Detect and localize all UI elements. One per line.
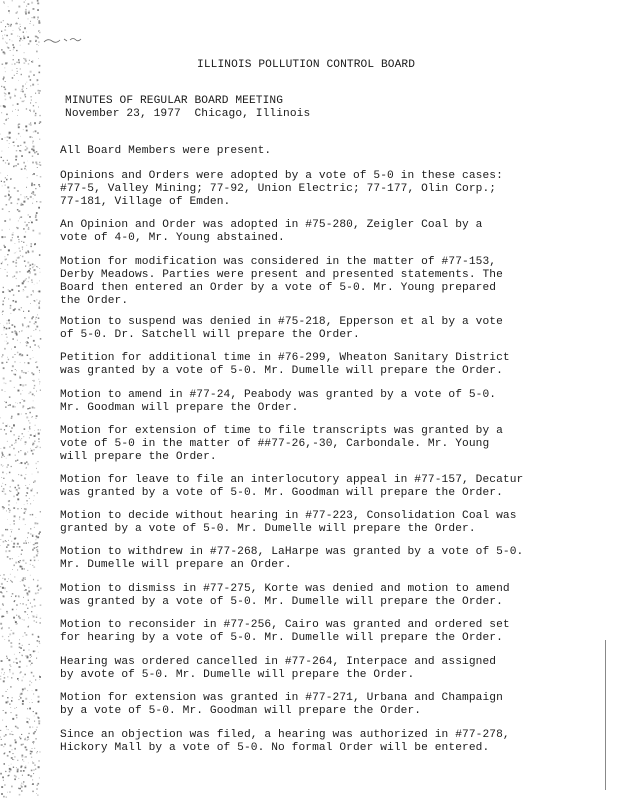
minutes-paragraph: Motion to reconsider in #77-256, Cairo was granted and ordered set for hearing by a vote of 5-0. Mr. Dumelle will prepare the Order. [60,619,510,644]
minutes-paragraph: Motion for extension was granted in #77-271, Urbana and Champaign by a vote of 5-0. Mr. Goodman will prepare the Order. [60,692,503,717]
minutes-paragraph: Motion to suspend was denied in #75-218, Epperson et al by a vote of 5-0. Dr. Satchell will prepare the Order. [60,316,503,341]
handwritten-mark [42,34,84,46]
scan-noise-margin [0,0,42,800]
document-title: ILLINOIS POLLUTION CONTROL BOARD [197,59,416,71]
minutes-paragraph: Motion for leave to file an interlocutory appeal in #77-157, Decatur was granted by a vote of 5-0. Mr. Goodman will prepare the Order. [60,474,524,499]
minutes-paragraph: Motion for extension of time to file transcripts was granted by a vote of 5-0 in the matter of ##77-26,-30, Carbondale. Mr. Young will prepare the Order. [60,425,503,463]
minutes-paragraph: All Board Members were present. [60,145,272,157]
minutes-paragraph: An Opinion and Order was adopted in #75-280, Zeigler Coal by a vote of 4-0, Mr. Young abstained. [60,219,483,244]
meeting-heading: MINUTES OF REGULAR BOARD MEETING [65,95,284,107]
minutes-paragraph: Opinions and Orders were adopted by a vote of 5-0 in these cases: #77-5, Valley Mining; 77-92, Union Electric; 77-177, Olin Corp.; 77-181, Village of Emden. [60,170,503,208]
minutes-paragraph: Motion to decide without hearing in #77-223, Consolidation Coal was granted by a vote of 5-0. Mr. Dumelle will prepare the Order. [60,510,517,535]
minutes-paragraph: Since an objection was filed, a hearing was authorized in #77-278, Hickory Mall by a vote of 5-0. No formal Order will be entered. [60,729,510,754]
minutes-paragraph: Motion to withdrew in #77-268, LaHarpe was granted by a vote of 5-0. Mr. Dumelle will prepare an Order. [60,546,524,571]
minutes-paragraph: Motion to amend in #77-24, Peabody was granted by a vote of 5-0. Mr. Goodman will prepare the Order. [60,389,497,414]
minutes-paragraph: Motion for modification was considered in the matter of #77-153, Derby Meadows. Parties were present and presented statements. The Board then entered an Order by a vote of 5-0. Mr. Young prepared the Order. [60,256,503,307]
minutes-paragraph: Hearing was ordered cancelled in #77-264, Interpace and assigned by avote of 5-0. Mr. Dumelle will prepare the Order. [60,656,497,681]
minutes-paragraph: Petition for additional time in #76-299, Wheaton Sanitary District was granted by a vote of 5-0. Mr. Dumelle will prepare the Order. [60,352,510,377]
meeting-date-location: November 23, 1977 Chicago, Illinois [65,108,311,120]
minutes-paragraph: Motion to dismiss in #77-275, Korte was denied and motion to amend was granted by a vote of 5-0. Mr. Dumelle will prepare the Order. [60,583,510,608]
